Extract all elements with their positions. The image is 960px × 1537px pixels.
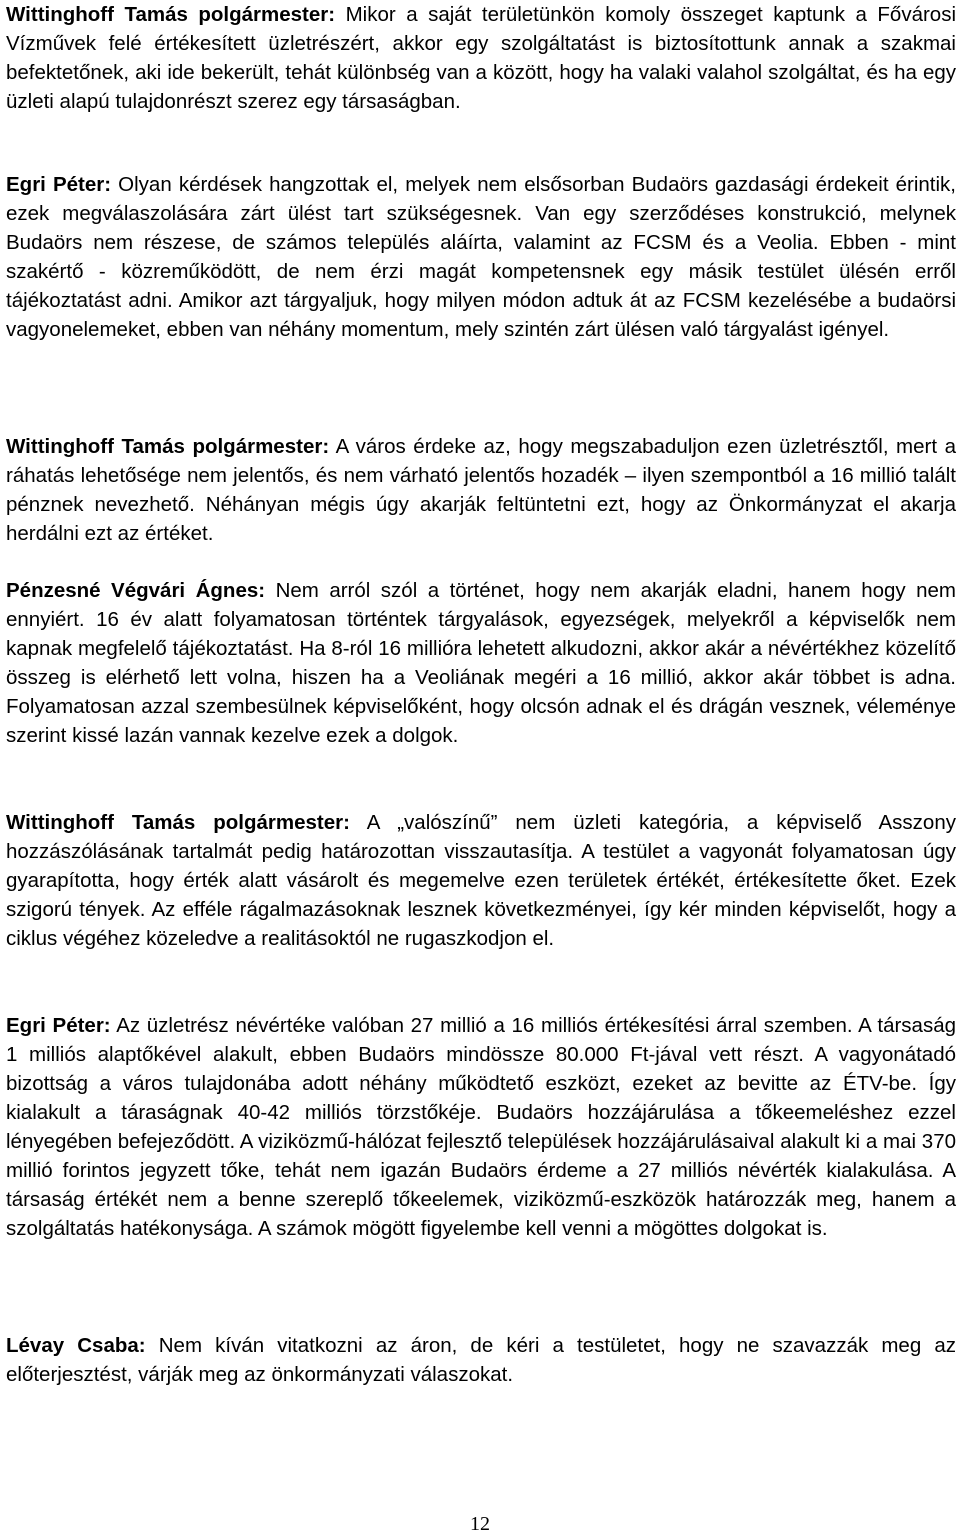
paragraph-3	[6, 432, 956, 548]
paragraph-text: A város érdeke az, hogy megszabaduljon ezen üzletrésztől, mert a ráhatás lehetősége nem jelentős, és nem várható jelentős hozadék – ilyen szempontból a 16 millió talált pénznek nevezhető. Néhányan mégis úgy akarják feltüntetni ezt, hogy az Önkormányzat el akarja herdálni ezt az értéket.	[6, 435, 956, 545]
speaker-name: Wittinghoff Tamás polgármester:	[6, 435, 330, 458]
speaker-name: Pénzesné Végvári Ágnes:	[6, 579, 266, 602]
paragraph-1	[6, 0, 956, 116]
speaker-name: Wittinghoff Tamás polgármester:	[6, 811, 350, 834]
paragraph-text: Olyan kérdések hangzottak el, melyek nem elsősorban Budaörs gazdasági érdekeit érintik, ezek megválaszolására zárt ülést tart szükségesnek. Van egy szerződéses konstrukció, melynek Budaörs nem részese, de számos település aláírta, valamint az FCSM és a Veolia. Ebben - mint szakértő - közreműködött, de nem érzi magát kompetensnek egy másik testület ülésén erről tájékoztatást adni. Amikor azt tárgyaljuk, hogy milyen módon adtuk át az FCSM kezelésébe a budaörsi vagyonelemeket, ebben van néhány momentum, mely szintén zárt ülésen való tárgyalást igényel.	[6, 173, 956, 341]
paragraph-5	[6, 808, 956, 953]
speaker-name: Wittinghoff Tamás polgármester:	[6, 3, 336, 26]
paragraph-text: Az üzletrész névértéke valóban 27 millió a 16 milliós értékesítési árral szemben. A társaság 1 milliós alaptőkével alakult, ebben Budaörs mindössze 80.000 Ft-jával vett részt. A vagyonátadó bizottság a város tulajdonába adott néhány működtető eszközt, ezeket az bevitte az ÉTV-be. Így kialakult a táraságnak 40-42 milliós törzstőkéje. Budaörs hozzájárulása a tőkeemeléshez ezzel lényegében befejeződött. A viziközmű-hálózat fejlesztő települések hozzájárulásaival alakult ki a mai 370 millió forintos jegyzett tőke, tehát nem igazán Budaörs érdeme a 27 milliós névérték kialakulása. A társaság értékét nem a benne szereplő tőkeelemek, viziközmű-eszközök határozzák meg, hanem a szolgáltatás hatékonysága. A számok mögött figyelembe kell venni a mögöttes dolgokat is.	[6, 1014, 956, 1240]
page-number: 12	[470, 1513, 490, 1535]
paragraph-4	[6, 576, 956, 750]
paragraph-text: Nem arról szól a történet, hogy nem akarják eladni, hanem hogy nem ennyiért. 16 év alatt folyamatosan történtek tárgyalások, egyezségek, melyekről a képviselők nem kapnak megfelelő tájékoztatást. Ha 8-ról 16 millióra lehetett alkudozni, akkor akár a névértékhez közelítő összeg is elérhető lett volna, hiszen ha a Veoliának megéri a 16 millió, akkor akár többet is adna. Folyamatosan azzal szembesülnek képviselőként, hogy olcsón adnak el és drágán vesznek, véleménye szerint kissé lazán vannak kezelve ezek a dolgok.	[6, 579, 956, 747]
paragraph-text: A „valószínű” nem üzleti kategória, a képviselő Asszony hozzászólásának tartalmát pedig határozottan visszautasítja. A testület a vagyonát folyamatosan úgy gyarapította, hogy érték alatt vásárolt és megemelve ezen területek értékét, értékesítette őket. Ezek szigorú tények. Az efféle rágalmazásoknak lesznek következményei, így kér minden képviselőt, hogy a ciklus végéhez közeledve a realitásoktól ne rugaszkodjon el.	[6, 811, 956, 950]
paragraph-7	[6, 1331, 956, 1389]
paragraph-text: Nem kíván vitatkozni az áron, de kéri a testületet, hogy ne szavazzák meg az előterjesztést, várják meg az önkormányzati válaszokat.	[6, 1334, 956, 1386]
paragraph-6	[6, 1011, 956, 1243]
speaker-name: Egri Péter:	[6, 1014, 111, 1037]
paragraph-2	[6, 170, 956, 344]
speaker-name: Egri Péter:	[6, 173, 112, 196]
paragraph-text: Mikor a saját területünkön komoly összeget kaptunk a Fővárosi Vízművek felé értékesített üzletrészért, akkor egy szolgáltatást is biztosítottunk annak a szakmai befektetőnek, aki ide bekerült, tehát különbség van a között, hogy ha valaki valahol szolgáltat, és ha egy üzleti alapú tulajdonrészt szerez egy társaságban.	[6, 3, 957, 113]
speaker-name: Lévay Csaba:	[6, 1334, 146, 1357]
